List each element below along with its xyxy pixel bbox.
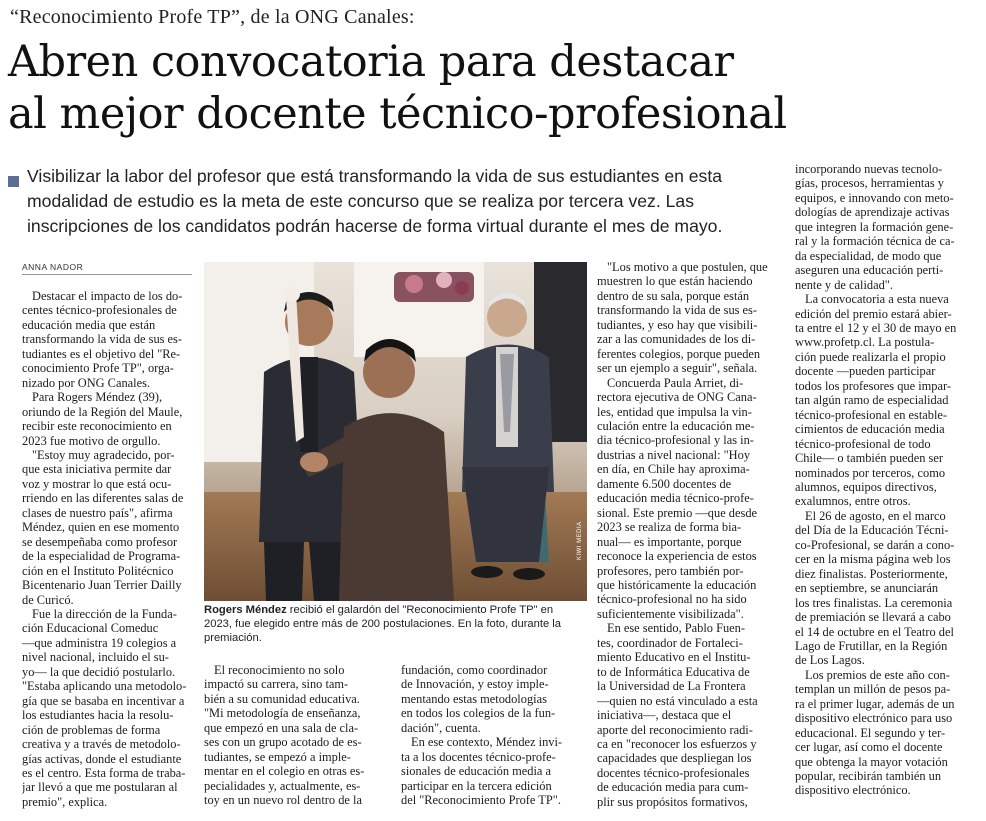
text-line: transformando la vida de sus es- [597, 303, 758, 318]
text-line: que obtenga la mayor votación [795, 754, 948, 769]
column-5 [795, 162, 978, 798]
text-line: zar a las comunidades de los di- [597, 332, 756, 347]
text-line: ción de problemas de forma [22, 722, 161, 737]
column-3 [401, 663, 587, 808]
text-line: co-Profesional, se darán a cono- [795, 537, 955, 552]
text-line: nominados por terceros, como [795, 465, 946, 480]
text-line: dispositivo electrónico. [795, 783, 911, 798]
lead-line-2: modalidad de estudio es la meta de este concurso que se realiza por tercera vez. Las [27, 191, 694, 211]
text-line: En ese contexto, Méndez invi- [411, 735, 563, 750]
text-line: educación media técnico-profe- [597, 491, 754, 506]
text-line: gía que se basaba en incentivar a [22, 693, 185, 708]
text-line: toy en un nuevo rol dentro de la [204, 793, 362, 808]
text-line: se desempeñaba como profesor [22, 534, 178, 549]
text-line: nente y de calidad". [795, 277, 893, 292]
text-line: ta entre el 12 y el 30 de mayo en [795, 320, 957, 335]
headline-line-2: al mejor docente técnico-profesional [8, 89, 787, 139]
text-line: miento Educativo en el Institu- [597, 650, 751, 665]
text-line: ferentes colegios, porque pueden [597, 346, 761, 361]
photo-credit: KIWI MEDIA [577, 521, 583, 560]
text-line: ca en "reconocer los esfuerzos y [597, 736, 757, 751]
text-line: conocimiento Profe TP", orga- [22, 361, 174, 376]
text-line: de Los Lagos. [795, 653, 865, 668]
text-line: centes técnico-profesionales de [22, 303, 177, 318]
text-line: da especialidad, de modo que [795, 248, 942, 263]
column-2 [204, 663, 387, 808]
text-line: edición del premio estará abier- [795, 306, 952, 321]
text-line: ses con un grupo acotado de es- [204, 735, 362, 750]
text-line: Para Rogers Méndez (39), [32, 390, 163, 405]
column-4 [597, 260, 785, 809]
text-line: el 14 de octubre en el Teatro del [795, 624, 954, 639]
text-line: ra el primer lugar, además de un [795, 696, 955, 711]
text-line: docentes técnico-profesionales [597, 765, 750, 780]
text-line: incorporando nuevas tecnolo- [795, 162, 943, 176]
text-line: les, entidad que impulsa la vin- [597, 404, 752, 419]
text-line: profesores, pero también por- [597, 563, 744, 578]
lead-bullet-icon [8, 176, 19, 187]
text-line: pecialidades y, actualmente, es- [204, 778, 361, 793]
text-line: dación", cuenta. [401, 720, 481, 735]
kicker: “Reconocimiento Profe TP”, de la ONG Canales: [10, 6, 415, 28]
lead-line-3: inscripciones de los candidatos podrán hacerse de forma virtual durante el mes de mayo. [27, 216, 723, 236]
text-line: rriendo en las diferentes salas de [22, 491, 184, 506]
text-line: aseguren una educación perti- [795, 263, 944, 278]
text-line: todos los profesores que impar- [795, 378, 951, 393]
text-line: tes, coordinador de Fortaleci- [597, 635, 743, 650]
text-line: templan un millón de pesos pa- [795, 682, 951, 697]
text-line: ción puede realizarla el propio [795, 349, 946, 364]
text-line: impactó su carrera, sino tam- [204, 677, 349, 692]
text-line: técnico-profesional en estable- [795, 407, 948, 422]
text-line: suficientemente visibilizada". [597, 606, 744, 621]
text-line: los estudiantes hacia la resolu- [22, 708, 174, 723]
text-line: ser un ejemplo a seguir", señala. [597, 361, 758, 376]
text-line: en día, en Chile hay aproxima- [597, 462, 750, 477]
text-line: ción en el Instituto Politécnico [22, 563, 174, 578]
text-line: recibir este reconocimiento en [22, 419, 172, 434]
text-line: los tres finalistas. La ceremonia [795, 595, 953, 610]
text-line: —que administra 19 colegios a [22, 635, 177, 650]
text-line: tudiantes es el objetivo del "Re- [22, 346, 181, 361]
text-line: El reconocimiento no solo [214, 663, 345, 677]
text-line: del Día de la Educación Técni- [795, 523, 949, 538]
text-line: 2023 se realiza de forma bia- [597, 520, 742, 535]
text-line: nual— es importante, porque [597, 534, 742, 549]
text-line: educación media que están [22, 317, 156, 332]
text-line: ción Educacional Comeduc [22, 621, 159, 636]
text-line: premio", explica. [22, 794, 108, 809]
lead-paragraph [27, 164, 787, 239]
text-line: "Estoy muy agradecido, por- [32, 447, 175, 462]
text-line: plir sus propósitos formativos, [597, 794, 748, 809]
text-line: dentro de su sala, porque están [597, 288, 750, 303]
text-line: Bicentenario Juan Terrier Dailly [22, 578, 182, 593]
text-line: "Los motivo a que postulen, que [607, 260, 768, 274]
text-line: docente —pueden participar [795, 364, 936, 379]
text-line: gías activas, donde el estudiante [22, 751, 182, 766]
text-line: tudiantes, se empezó a imple- [204, 749, 351, 764]
text-line: "Mi metodología de enseñanza, [204, 706, 361, 721]
headline-line-1: Abren convocatoria para destacar [8, 37, 734, 87]
text-line: tudiantes, y eso hay que visibili- [597, 317, 758, 332]
text-line: to de Informática Educativa de [597, 664, 750, 679]
text-line: de Curicó. [22, 592, 74, 607]
text-line: voz y mostrar lo que está ocu- [22, 476, 172, 491]
text-line: Los premios de este año con- [805, 667, 950, 682]
text-line: www.profetp.cl. La postula- [795, 335, 935, 350]
text-line: Chile— o también pueden ser [795, 451, 943, 466]
caption-line-3: premiación. [204, 632, 262, 644]
text-line: cer en la misma página web los [795, 552, 951, 567]
text-line: clases de nuestro país", afirma [22, 505, 173, 520]
byline: ANNA NADOR [22, 262, 84, 272]
photo-illustration [204, 262, 587, 601]
text-line: de educación media para cum- [597, 780, 749, 795]
text-line: técnico-profesional de todo [795, 436, 931, 451]
text-line: La convocatoria a esta nueva [805, 292, 949, 307]
caption-name: Rogers Méndez [204, 604, 287, 616]
text-line: ta a los docentes técnico-profe- [401, 749, 556, 764]
text-line: dia técnico-profesional y las in- [597, 433, 754, 448]
text-line: en todos los colegios de la fun- [401, 706, 556, 721]
text-line: aporte del reconocimiento radi- [597, 722, 753, 737]
text-line: fundación, como coordinador [401, 663, 548, 677]
column-1 [22, 289, 194, 809]
caption-line-1: recibió el galardón del "Reconocimiento Profe TP" en [286, 604, 554, 616]
text-line: "Estaba aplicando una metodolo- [22, 679, 187, 694]
text-line: gías, procesos, herramientas y [795, 176, 944, 191]
text-line: que empezó en una sala de cla- [204, 720, 359, 735]
text-line: técnico-profesional no ha sido [597, 592, 747, 607]
text-line: capacidades que despliegan los [597, 751, 752, 766]
text-line: en septiembre, se anunciarán [795, 581, 939, 596]
text-line: reconoce la experiencia de estos [597, 549, 757, 564]
text-line: rectora ejecutiva de ONG Cana- [597, 390, 757, 405]
text-line: nivel nacional, incluido el su- [22, 650, 169, 665]
text-line: popular, recibirán también un [795, 769, 942, 784]
text-line: que históricamente la educación [597, 577, 757, 592]
text-line: de Innovación, y estoy imple- [401, 677, 549, 692]
text-line: Fue la dirección de la Funda- [32, 606, 177, 621]
text-line: participar en la tercera edición [401, 778, 552, 793]
text-line: iniciativa—, destaca que el [597, 708, 732, 723]
text-line: jar llevó a que me postularan al [22, 780, 178, 795]
text-line: creativa y a través de metodolo- [22, 737, 181, 752]
lead-line-1: Visibilizar la labor del profesor que está transformando la vida de sus estudiantes en esta [27, 166, 723, 186]
text-line: Destacar el impacto de los do- [32, 289, 183, 303]
text-line: Concuerda Paula Arriet, di- [607, 375, 744, 390]
text-line: la Universidad de La Frontera [597, 679, 746, 694]
text-line: culación entre la educación me- [597, 418, 755, 433]
text-line: —quien no está vinculado a esta [597, 693, 758, 708]
text-line: El 26 de agosto, en el marco [805, 508, 946, 523]
text-line: En ese sentido, Pablo Fuen- [607, 621, 745, 636]
text-line: dologías de aprendizaje activas [795, 205, 950, 220]
text-line: alumnos, equipos directivos, [795, 479, 937, 494]
text-line: tan algún ramo de especialidad [795, 393, 949, 408]
text-line: 2023 fue motivo de orgullo. [22, 433, 161, 448]
byline-divider [22, 274, 192, 275]
text-line: muestren lo que están haciendo [597, 274, 753, 289]
text-line: dustrias a nivel nacional: "Hoy [597, 447, 751, 462]
text-line: nizado por ONG Canales. [22, 375, 151, 390]
text-line: que integren la formación gene- [795, 219, 954, 234]
article-photo [204, 262, 587, 601]
text-line: educacional. El segundo y ter- [795, 725, 946, 740]
text-line: es el centro. Esta forma de traba- [22, 765, 186, 780]
text-line: bién a su comunidad educativa. [204, 691, 360, 706]
text-line: yo— la que decidió postularlo. [22, 664, 176, 679]
text-line: Lago de Frutillar, en la Región [795, 638, 948, 653]
text-line: damente 6.500 docentes de [597, 476, 732, 491]
text-line: ral y la formación técnica de ca- [795, 234, 955, 249]
headline [8, 36, 787, 140]
text-line: que esta iniciativa permite dar [22, 462, 172, 477]
text-line: mentando estas metodologías [401, 691, 547, 706]
text-line: Méndez, quien en ese momento [22, 520, 180, 535]
text-line: sionales de educación media a [401, 764, 552, 779]
text-line: exalumnos, entre otros. [795, 494, 911, 509]
text-line: cimientos de educación media [795, 422, 945, 437]
text-line: sional. Este premio —que desde [597, 505, 758, 520]
text-line: transformando la vida de sus es- [22, 332, 183, 347]
caption-line-2: 2023, fue elegido entre más de 200 postulaciones. En la foto, durante la [204, 618, 562, 630]
photo-caption [204, 603, 587, 645]
text-line: de premiación se llevará a cabo [795, 610, 951, 625]
text-line: de la especialidad de Programa- [22, 549, 181, 564]
text-line: mentar en el colegio en otras es- [204, 764, 365, 779]
text-line: del "Reconocimiento Profe TP". [401, 793, 561, 808]
text-line: equipos, e innovando con meto- [795, 190, 954, 205]
text-line: diez finalistas. Posteriormente, [795, 566, 948, 581]
text-line: oriundo de la Región del Maule, [22, 404, 183, 419]
text-line: cer lugar, así como el docente [795, 740, 943, 755]
text-line: dispositivo electrónico para uso [795, 711, 953, 726]
